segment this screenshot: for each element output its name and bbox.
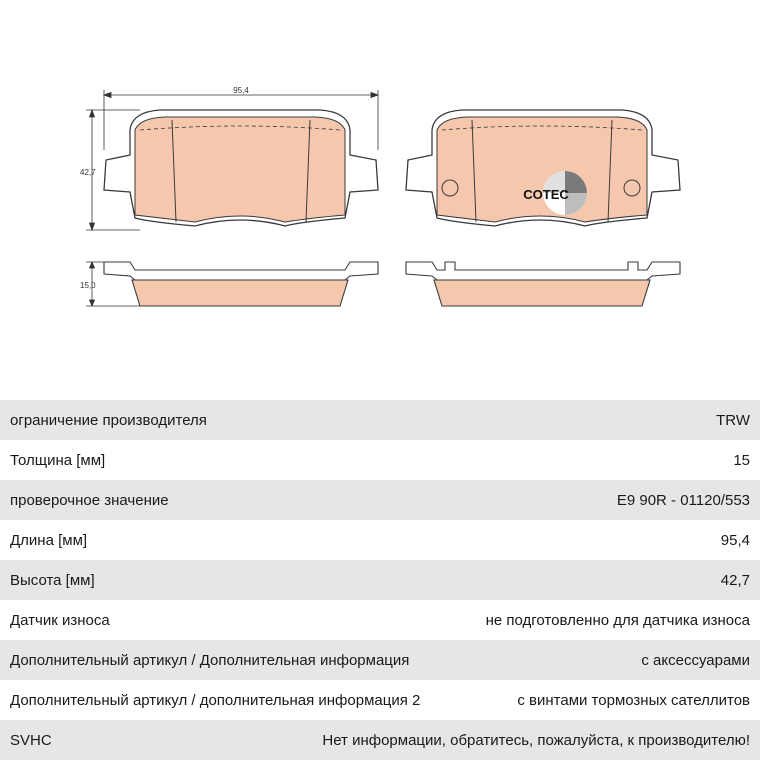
spec-value: 95,4: [720, 531, 750, 549]
spec-row-wear-sensor: [0, 600, 760, 640]
spec-row-manufacturer-restriction: [0, 400, 760, 440]
spec-label: Толщина [мм]: [10, 451, 106, 469]
spec-row-length: [0, 520, 760, 560]
spec-row-height: [0, 560, 760, 600]
spec-value: с винтами тормозных сателлитов: [517, 691, 750, 709]
cotec-logo-text: COTEC: [523, 187, 569, 202]
spec-row-test-value: [0, 480, 760, 520]
width-dimension-label: 95,4: [233, 86, 249, 95]
spec-value: TRW: [716, 411, 750, 429]
spec-label: Дополнительный артикул / дополнительная информация 2: [10, 691, 421, 709]
left-pad-side-view: [104, 262, 378, 306]
spec-row-thickness: [0, 440, 760, 480]
thickness-dimension-label: 15,0: [80, 281, 96, 290]
spec-value: Нет информации, обратитесь, пожалуйста, к производителю!: [322, 731, 750, 749]
spec-row-additional-info-2: [0, 680, 760, 720]
specifications-table: [0, 400, 760, 760]
right-pad-side-view: [406, 262, 680, 306]
spec-label: Высота [мм]: [10, 571, 95, 589]
spec-row-additional-info: [0, 640, 760, 680]
spec-label: проверочное значение: [10, 491, 169, 509]
right-pad-front-view: [406, 110, 680, 226]
spec-label: Датчик износа: [10, 611, 110, 629]
spec-value: E9 90R - 01120/553: [616, 491, 750, 509]
spec-label: Длина [мм]: [10, 531, 88, 549]
spec-row-svhc: [0, 720, 760, 760]
spec-value: 42,7: [720, 571, 750, 589]
spec-value: с аксессуарами: [641, 651, 750, 669]
spec-value: 15: [733, 451, 750, 469]
height-dimension-label: 42,7: [80, 168, 96, 177]
spec-label: ограничение производителя: [10, 411, 207, 429]
spec-label: Дополнительный артикул / Дополнительная информация: [10, 651, 410, 669]
spec-value: не подготовленно для датчика износа: [485, 611, 750, 629]
spec-label: SVHC: [10, 731, 52, 749]
left-pad-front-view: [104, 110, 378, 226]
